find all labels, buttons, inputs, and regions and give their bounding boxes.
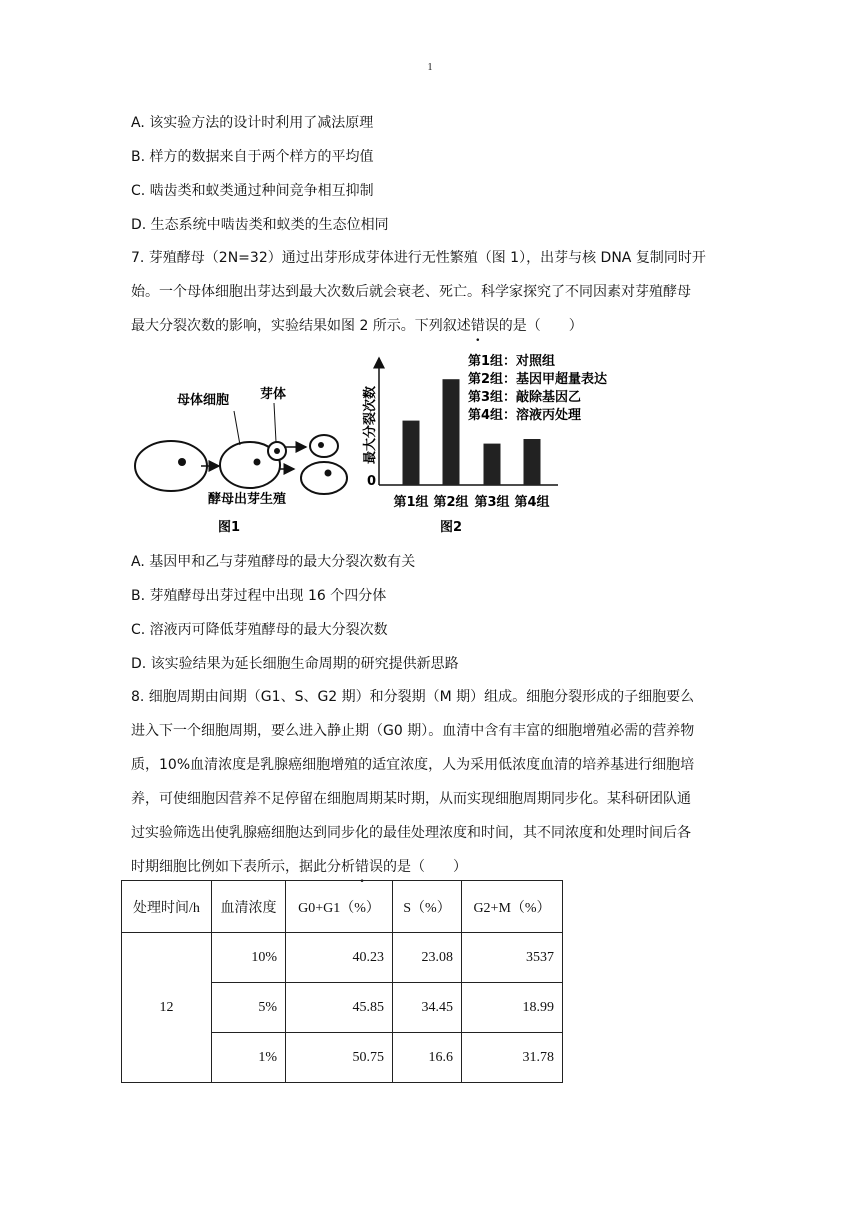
cell-serum: 5% xyxy=(212,983,286,1033)
category-label-1: 第1组 xyxy=(393,495,429,510)
emphasis-char: 错 xyxy=(355,859,369,875)
table-row xyxy=(122,933,563,983)
q7-option-b: B. 芽殖酵母出芽过程中出现 16 个四分体 xyxy=(131,588,387,604)
bar-group-4 xyxy=(524,439,541,485)
legend-entry-2: 第2组：基因甲超量表达 xyxy=(468,372,608,387)
figure-area xyxy=(0,0,860,540)
legend-entry-4: 第4组：溶液丙处理 xyxy=(468,408,582,423)
nucleus xyxy=(254,459,261,466)
cell-time: 12 xyxy=(122,933,212,1083)
nucleus xyxy=(325,470,332,477)
y-axis-label: 最大分裂次数 xyxy=(363,385,378,465)
header-g0g1: G0+G1（%） xyxy=(286,881,393,933)
q7-line-3-a: 最大分裂次数的影响，实验结果如图 2 所示。下列叙述 xyxy=(131,318,471,334)
q8-line-1: 8. 细胞周期由间期（G1、S、G2 期）和分裂期（M 期）组成。细胞分裂形成的子细胞要么 xyxy=(131,689,695,705)
bud-nucleus xyxy=(274,448,280,454)
q8-line-5: 过实验筛选出使乳腺癌细胞达到同步化的最佳处理浓度和时间，其不同浓度和处理时间后各 xyxy=(131,825,691,841)
label-pointer xyxy=(234,411,240,445)
figure-2 xyxy=(362,353,607,535)
q8-line-4: 养，可使细胞因营养不足停留在细胞周期某时期，从而实现细胞周期同步化。某科研团队通 xyxy=(131,791,691,807)
q8-line-2: 进入下一个细胞周期，要么进入静止期（G0 期）。血清中含有丰富的细胞增殖必需的营养物 xyxy=(131,723,695,739)
category-label-3: 第3组 xyxy=(474,495,510,510)
cell-g0g1: 50.75 xyxy=(286,1033,393,1083)
nucleus xyxy=(318,442,324,448)
cell-serum: 10% xyxy=(212,933,286,983)
header-g2m: G2+M（%） xyxy=(462,881,563,933)
bar-group-2 xyxy=(443,379,460,485)
cell-s: 34.45 xyxy=(393,983,462,1033)
q7-option-c: C. 溶液丙可降低芽殖酵母的最大分裂次数 xyxy=(131,622,388,638)
q8-line-3: 质，10%血清浓度是乳腺癌细胞增殖的适宜浓度，人为采用低浓度血清的培养基进行细胞培 xyxy=(131,757,695,773)
cell-s: 16.6 xyxy=(393,1033,462,1083)
legend-entry-3: 第3组：敲除基因乙 xyxy=(468,390,582,405)
q8-stem xyxy=(131,680,737,884)
cell-g2m: 31.78 xyxy=(462,1033,563,1083)
cell-g0g1: 40.23 xyxy=(286,933,393,983)
category-label-4: 第4组 xyxy=(514,495,550,510)
cell-serum: 1% xyxy=(212,1033,286,1083)
table-header-row xyxy=(122,881,563,933)
q7-line-2: 始。一个母体细胞出芽达到最大次数后就会衰老、死亡。科学家探究了不同因素对芽殖酵母 xyxy=(131,284,691,300)
origin-label: 0 xyxy=(367,474,377,489)
q6-option-a: A. 该实验方法的设计时利用了减法原理 xyxy=(131,115,374,131)
bar-group-3 xyxy=(484,444,501,485)
daughter-cell-large xyxy=(301,462,347,494)
cell-g2m: 3537 xyxy=(462,933,563,983)
nucleus xyxy=(178,458,186,466)
emphasis-char: 错 xyxy=(470,318,485,334)
q7-option-a: A. 基因甲和乙与芽殖酵母的最大分裂次数有关 xyxy=(131,554,416,570)
q8-line-6-a: 时期细胞比例如下表所示，据此分析 xyxy=(131,859,355,875)
figure-1-caption: 图1 xyxy=(218,520,241,535)
daughter-cell-small xyxy=(310,435,338,457)
header-time: 处理时间/h xyxy=(122,881,212,933)
header-serum: 血清浓度 xyxy=(212,881,286,933)
q6-option-c: C. 啮齿类和蚁类通过种间竞争相互抑制 xyxy=(131,183,374,199)
q8-line-6-b: 误的是（ ） xyxy=(369,859,467,875)
q6-option-b: B. 样方的数据来自于两个样方的平均值 xyxy=(131,149,374,165)
figure-2-caption: 图2 xyxy=(440,520,463,535)
data-table xyxy=(121,880,563,1083)
q7-line-3-b: 误的是（ ） xyxy=(484,318,583,334)
cell-g2m: 18.99 xyxy=(462,983,563,1033)
cell-s: 23.08 xyxy=(393,933,462,983)
bar-group-1 xyxy=(403,421,420,485)
legend-entry-1: 第1组：对照组 xyxy=(468,354,556,369)
header-s: S（%） xyxy=(393,881,462,933)
label-pointer xyxy=(274,403,276,442)
page-number: 1 xyxy=(427,62,433,73)
q7-line-1: 7. 芽殖酵母（2N=32）通过出芽形成芽体进行无性繁殖（图 1），出芽与核 DNA 复制同时开 xyxy=(131,250,706,266)
q8-line-6 xyxy=(131,850,737,884)
q6-option-d: D. 生态系统中啮齿类和蚁类的生态位相同 xyxy=(131,217,389,233)
label-mother-cell: 母体细胞 xyxy=(177,393,230,408)
caption-process: 酵母出芽生殖 xyxy=(208,492,287,507)
category-label-2: 第2组 xyxy=(433,495,469,510)
q7-option-d: D. 该实验结果为延长细胞生命周期的研究提供新思路 xyxy=(131,656,459,672)
category-labels xyxy=(393,494,549,510)
cell-g0g1: 45.85 xyxy=(286,983,393,1033)
label-bud: 芽体 xyxy=(260,387,287,402)
figure-1 xyxy=(135,386,347,535)
mother-cell xyxy=(135,441,207,491)
